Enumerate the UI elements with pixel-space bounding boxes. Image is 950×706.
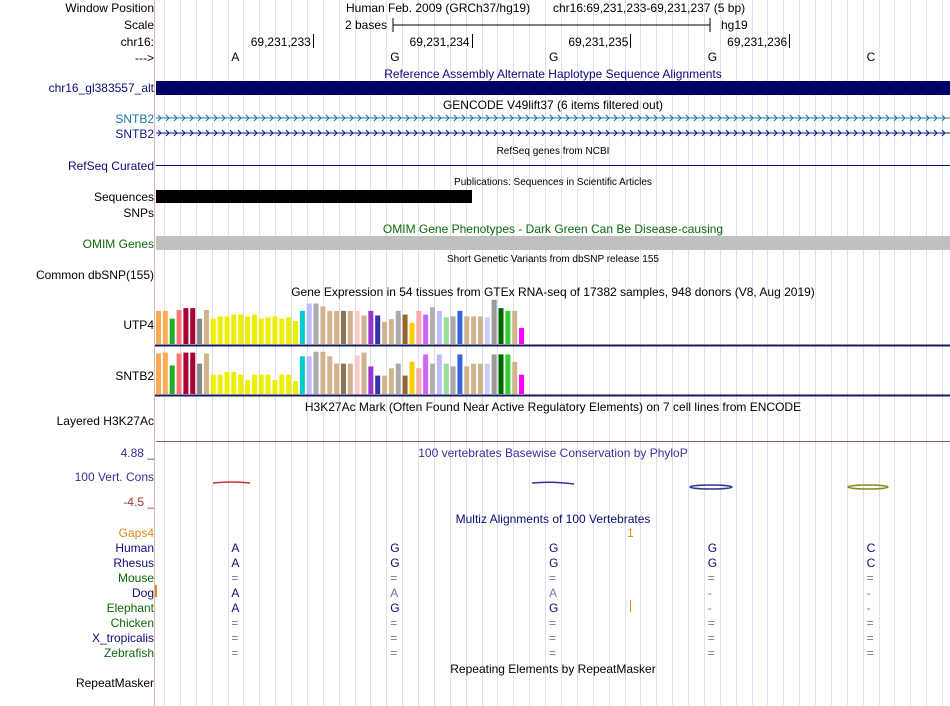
aligned-base: = — [231, 631, 239, 645]
gtex-tissue-bar[interactable] — [375, 315, 380, 344]
gtex-tissue-bar[interactable] — [505, 311, 510, 344]
gtex-tissue-bar[interactable] — [259, 319, 264, 344]
gtex-tissue-bar[interactable] — [266, 375, 271, 394]
aligned-base: = — [866, 616, 874, 630]
snps-label[interactable]: SNPs — [123, 206, 154, 220]
gtex-tissue-bar[interactable] — [444, 317, 449, 344]
aligned-base: G — [549, 556, 559, 570]
coordinate-tick-label: 69,231,234 — [409, 35, 470, 49]
gtex-tissue-bar[interactable] — [327, 356, 332, 394]
conservation-signal[interactable] — [156, 476, 950, 494]
aligned-base: A — [390, 586, 399, 600]
gtex-tissue-bar[interactable] — [341, 364, 346, 394]
gtex-tissue-bar[interactable] — [437, 354, 442, 394]
gtex-tissue-bar[interactable] — [320, 352, 325, 394]
coordinate-tick-label: 69,231,235 — [568, 35, 629, 49]
gtex-tissue-bar[interactable] — [499, 354, 504, 394]
gtex-tissue-bar[interactable] — [156, 311, 161, 344]
aligned-base: = — [707, 631, 715, 645]
species-label[interactable]: X_tropicalis — [91, 631, 154, 645]
gtex-tissue-bar[interactable] — [170, 365, 175, 394]
aligned-base: C — [866, 556, 876, 570]
db-label: hg19 — [721, 18, 748, 32]
aligned-base: - — [866, 601, 871, 615]
reference-base: A — [231, 50, 240, 64]
gtex-tissue-bar[interactable] — [190, 353, 195, 394]
gencode-gene-label-2[interactable]: SNTB2 — [115, 127, 154, 141]
gtex-tissue-bar[interactable] — [279, 319, 284, 344]
gtex-tissue-bar[interactable] — [403, 315, 408, 344]
reference-base: C — [866, 50, 876, 64]
species-label[interactable]: Rhesus — [113, 556, 154, 570]
gtex-tissue-bar[interactable] — [286, 317, 291, 344]
window-position-label: Window Position — [65, 1, 154, 15]
gtex-tissue-bar[interactable] — [416, 368, 421, 394]
gtex-tissue-bar[interactable] — [362, 315, 367, 344]
gtex-tissue-bar[interactable] — [423, 315, 428, 344]
gtex-tissue-bar[interactable] — [499, 308, 504, 344]
species-label[interactable]: Zebrafish — [103, 646, 154, 660]
aligned-base: A — [549, 586, 558, 600]
conservation-max-label: 4.88 _ — [120, 446, 154, 460]
gtex-tissue-bar[interactable] — [423, 354, 428, 394]
aligned-base: G — [390, 601, 400, 615]
aligned-base: G — [707, 541, 718, 555]
gtex-tissue-bar[interactable] — [190, 308, 195, 344]
aligned-base: G — [390, 541, 400, 555]
h3k27ac-title: H3K27Ac Mark (Often Found Near Active Regulatory Elements) on 7 cell lines from ENCODE — [304, 400, 802, 414]
gtex-tissue-bar[interactable] — [409, 362, 414, 394]
aligned-base: A — [231, 541, 240, 555]
aligned-base: = — [390, 616, 398, 630]
aligned-base: = — [390, 646, 398, 660]
gtex-tissue-bar[interactable] — [252, 315, 257, 344]
dog-insertion-mark — [155, 585, 157, 597]
gtex-tissue-bar[interactable] — [485, 364, 490, 394]
gtex-tissue-bar[interactable] — [245, 380, 250, 394]
gtex-tissue-bar[interactable] — [355, 311, 360, 344]
species-label[interactable]: Elephant — [106, 601, 154, 615]
gtex-tissue-bar[interactable] — [362, 353, 367, 394]
alt-hap-label[interactable]: chr16_gl383557_alt — [48, 81, 154, 95]
gtex-tissue-bar[interactable] — [225, 372, 230, 394]
gtex-gene-label-utp4[interactable]: UTP4 — [123, 318, 154, 332]
gtex-tissue-bar[interactable] — [163, 353, 168, 394]
gtex-tissue-bar[interactable] — [334, 364, 339, 394]
gtex-tissue-bar[interactable] — [457, 354, 462, 394]
repeatmasker-title: Repeating Elements by RepeatMasker — [450, 662, 656, 676]
gtex-tissue-bar[interactable] — [197, 364, 202, 394]
dbsnp-title: Short Genetic Variants from dbSNP release 155 — [447, 254, 659, 265]
gtex-tissue-bar[interactable] — [163, 311, 168, 344]
species-label[interactable]: Dog — [131, 586, 154, 600]
gtex-tissue-bar[interactable] — [245, 316, 250, 344]
gtex-tissue-bar[interactable] — [492, 300, 497, 344]
aligned-base: = — [549, 571, 557, 585]
aligned-base: G — [549, 541, 559, 555]
aligned-base: A — [231, 586, 240, 600]
gtex-tissue-bar[interactable] — [451, 316, 456, 344]
gtex-tissue-bar[interactable] — [320, 306, 325, 344]
omim-label[interactable]: OMIM Genes — [82, 237, 154, 251]
gtex-tissue-bar[interactable] — [409, 323, 414, 344]
strand-arrow-label: ---> — [135, 51, 154, 65]
species-label[interactable]: Chicken — [110, 616, 154, 630]
elephant-insertion-mark — [630, 600, 631, 612]
gtex-tissue-bar[interactable] — [314, 304, 319, 344]
gaps-label[interactable]: Gaps4 — [118, 526, 154, 540]
gtex-tissue-bar[interactable] — [368, 366, 373, 394]
dbsnp-label[interactable]: Common dbSNP(155) — [35, 268, 154, 282]
gtex-tissue-bar[interactable] — [444, 364, 449, 394]
conservation-label[interactable]: 100 Vert. Cons — [74, 470, 154, 484]
gtex-tissue-bar[interactable] — [478, 364, 483, 394]
gtex-tissue-bar[interactable] — [334, 311, 339, 344]
gtex-tissue-bar[interactable] — [272, 380, 277, 394]
gtex-tissue-bar[interactable] — [355, 355, 360, 394]
aligned-base: = — [549, 646, 557, 660]
coordinate-tick-label: 69,231,236 — [727, 35, 788, 49]
gtex-tissue-bar[interactable] — [512, 311, 517, 344]
gtex-tissue-bar[interactable] — [238, 315, 243, 344]
aligned-base: = — [866, 571, 874, 585]
gtex-tissue-bar[interactable] — [396, 311, 401, 344]
gtex-tissue-bar[interactable] — [451, 366, 456, 394]
coordinate-tick-label: 69,231,233 — [250, 35, 311, 49]
species-label[interactable]: Mouse — [117, 571, 154, 585]
gtex-tissue-bar[interactable] — [314, 352, 319, 394]
gtex-tissue-bar[interactable] — [430, 364, 435, 394]
gtex-tissue-bar[interactable] — [368, 311, 373, 344]
gtex-tissue-bar[interactable] — [471, 316, 476, 344]
gtex-tissue-bar[interactable] — [512, 362, 517, 394]
gtex-tissue-bar[interactable] — [471, 364, 476, 394]
gtex-tissue-bar[interactable] — [403, 376, 408, 394]
aligned-base: = — [707, 616, 715, 630]
gtex-tissue-bar[interactable] — [204, 310, 209, 344]
publications-title: Publications: Sequences in Scientific Articles — [454, 177, 652, 188]
gtex-tissue-bar[interactable] — [382, 322, 387, 344]
gtex-tissue-bar[interactable] — [348, 311, 353, 344]
aligned-base: - — [866, 586, 871, 600]
gtex-tissue-bar[interactable] — [293, 381, 298, 394]
scale-label: Scale — [123, 18, 154, 32]
gtex-tissue-bar[interactable] — [341, 311, 346, 344]
gtex-tissue-bar[interactable] — [259, 375, 264, 394]
conservation-min-label: -4.5 _ — [123, 495, 154, 509]
gtex-tissue-bar[interactable] — [457, 311, 462, 344]
aligned-base: = — [707, 571, 715, 585]
repeatmasker-label[interactable]: RepeatMasker — [75, 676, 154, 690]
scale-text: 2 bases — [345, 18, 388, 32]
aligned-base: - — [707, 601, 712, 615]
gtex-tissue-bar[interactable] — [204, 354, 209, 394]
aligned-base: = — [707, 646, 715, 660]
aligned-base: = — [866, 631, 874, 645]
refseq-label[interactable]: RefSeq Curated — [67, 159, 154, 173]
gencode-gene-label-1[interactable]: SNTB2 — [115, 112, 154, 126]
gtex-tissue-bar[interactable] — [464, 316, 469, 344]
gtex-tissue-bar[interactable] — [266, 317, 271, 344]
gtex-tissue-bar[interactable] — [478, 316, 483, 344]
omim-title: OMIM Gene Phenotypes - Dark Green Can Be Disease-causing — [382, 222, 724, 236]
gtex-tissue-bar[interactable] — [430, 307, 435, 344]
gtex-tissue-bar[interactable] — [389, 319, 394, 344]
publications-label[interactable]: Sequences — [93, 190, 154, 204]
gtex-tissue-bar[interactable] — [211, 319, 216, 344]
aligned-base: A — [231, 556, 240, 570]
chrom-label: chr16: — [120, 35, 154, 49]
reference-base: G — [549, 50, 559, 64]
gtex-tissue-bar[interactable] — [225, 316, 230, 344]
aligned-base: A — [231, 601, 240, 615]
gtex-tissue-bar[interactable] — [307, 304, 312, 344]
aligned-base: G — [549, 601, 559, 615]
gtex-tissue-bar[interactable] — [170, 319, 175, 344]
gtex-tissue-bar[interactable] — [183, 353, 188, 394]
gtex-tissue-bar[interactable] — [416, 311, 421, 344]
gtex-tissue-bar[interactable] — [382, 376, 387, 394]
aligned-base: = — [390, 571, 398, 585]
gtex-tissue-bar[interactable] — [505, 354, 510, 394]
gtex-tissue-bar[interactable] — [218, 375, 223, 394]
aligned-base: = — [549, 616, 557, 630]
gtex-tissue-bar[interactable] — [375, 376, 380, 394]
gtex-tissue-bar[interactable] — [272, 316, 277, 344]
aligned-base: = — [231, 571, 239, 585]
gtex-gene-label-sntb2[interactable]: SNTB2 — [115, 369, 154, 383]
refseq-title: RefSeq genes from NCBI — [496, 146, 610, 157]
aligned-base: = — [866, 646, 874, 660]
reference-base: G — [390, 50, 400, 64]
gtex-tissue-bar[interactable] — [231, 315, 236, 344]
gtex-tissue-bar[interactable] — [286, 375, 291, 394]
gaps-marker: 1 — [627, 526, 634, 540]
gtex-tissue-bar[interactable] — [252, 375, 257, 394]
gtex-tissue-bar[interactable] — [519, 375, 524, 394]
gtex-tissue-bar[interactable] — [437, 311, 442, 344]
gtex-tissue-bar[interactable] — [156, 354, 161, 394]
aligned-base: = — [549, 631, 557, 645]
gtex-tissue-bar[interactable] — [197, 319, 202, 344]
aligned-base: C — [866, 541, 876, 555]
assembly-name: Human Feb. 2009 (GRCh37/hg19) — [346, 1, 531, 15]
window-coordinates: chr16:69,231,233-69,231,237 (5 bp) — [553, 1, 746, 15]
aligned-base: = — [231, 616, 239, 630]
gtex-tissue-bar[interactable] — [183, 308, 188, 344]
gtex-tissue-bar[interactable] — [389, 368, 394, 394]
gtex-tissue-bar[interactable] — [211, 375, 216, 394]
gtex-tissue-bar[interactable] — [327, 311, 332, 344]
species-label[interactable]: Human — [115, 541, 154, 555]
gtex-tissue-bar[interactable] — [177, 354, 182, 394]
gtex-tissue-bar[interactable] — [396, 364, 401, 394]
h3k27ac-label[interactable]: Layered H3K27Ac — [56, 414, 154, 428]
gtex-tissue-bar[interactable] — [485, 317, 490, 344]
conservation-title: 100 vertebrates Basewise Conservation by PhyloP — [418, 446, 688, 460]
h3k27ac-baseline — [156, 441, 950, 442]
gtex-tissue-bar[interactable] — [348, 364, 353, 394]
gtex-tissue-bar[interactable] — [300, 356, 305, 394]
alt-hap-title: Reference Assembly Alternate Haplotype Sequence Alignments — [384, 67, 722, 81]
aligned-base: G — [707, 556, 718, 570]
reference-base: G — [707, 50, 718, 64]
aligned-base: = — [231, 646, 239, 660]
gtex-tissue-bar[interactable] — [519, 328, 524, 344]
gtex-tissue-bar[interactable] — [307, 356, 312, 394]
multiz-title: Multiz Alignments of 100 Vertebrates — [455, 512, 651, 526]
aligned-base: - — [707, 586, 712, 600]
aligned-base: G — [390, 556, 400, 570]
gtex-tissue-bar[interactable] — [231, 372, 236, 394]
gtex-tissue-bar[interactable] — [177, 310, 182, 344]
aligned-base: = — [390, 631, 398, 645]
gencode-title: GENCODE V49lift37 (6 items filtered out) — [442, 98, 664, 112]
gtex-tissue-bar[interactable] — [238, 375, 243, 394]
gtex-tissue-bar[interactable] — [293, 321, 298, 344]
gtex-tissue-bar[interactable] — [464, 366, 469, 394]
gtex-tissue-bar[interactable] — [300, 311, 305, 344]
gtex-tissue-bar[interactable] — [492, 354, 497, 394]
gtex-tissue-bar[interactable] — [279, 375, 284, 394]
gtex-tissue-bar[interactable] — [218, 316, 223, 344]
gtex-title: Gene Expression in 54 tissues from GTEx RNA-seq of 17382 samples, 948 donors (V8, Aug 2019) — [291, 285, 815, 299]
